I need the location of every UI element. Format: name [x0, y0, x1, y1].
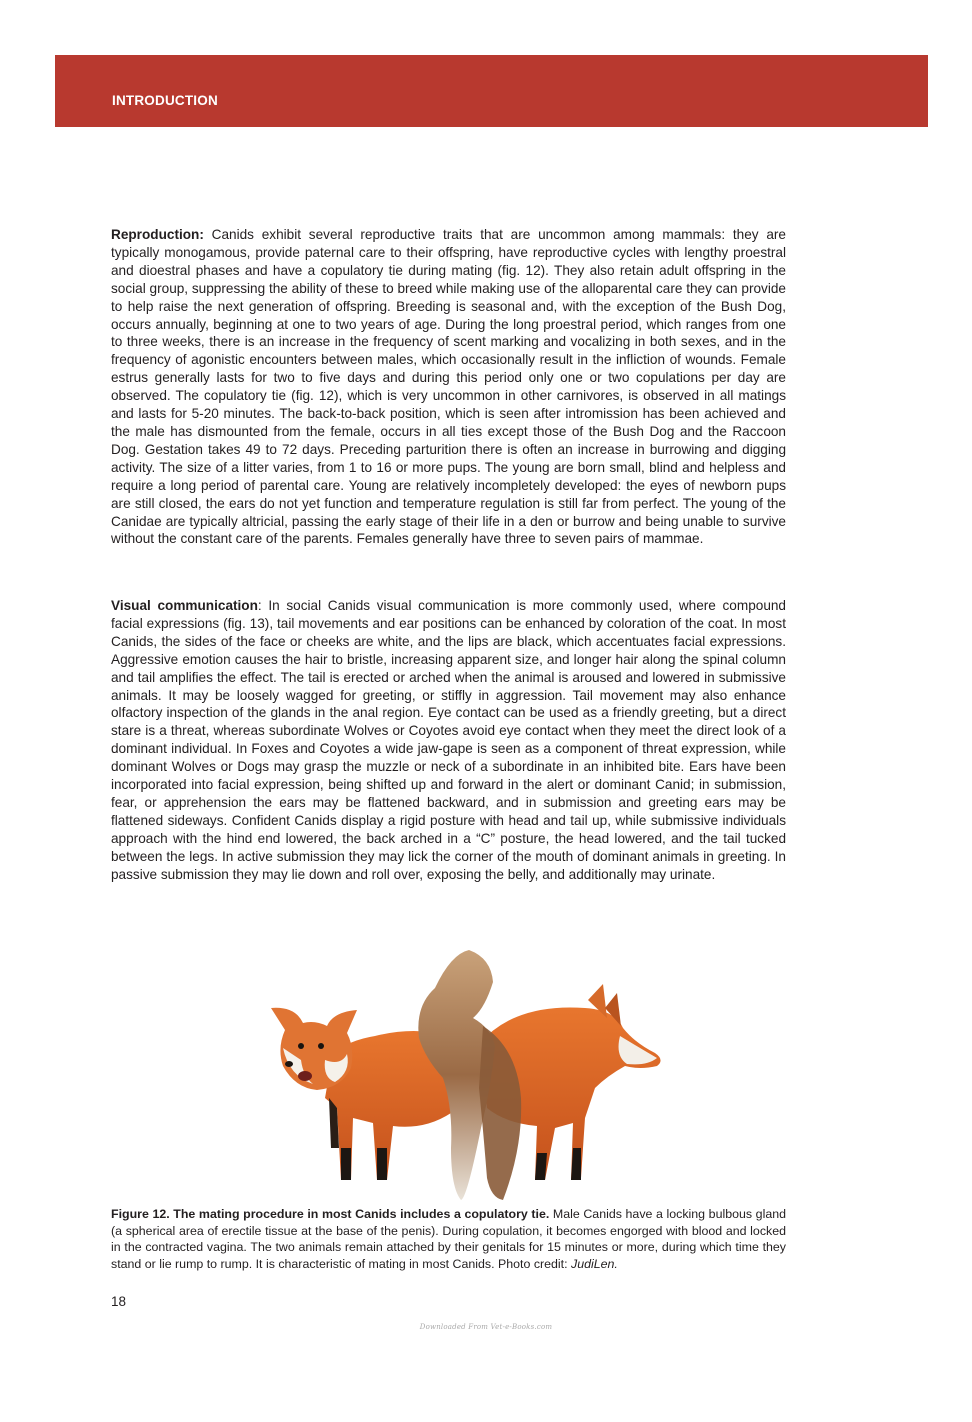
download-watermark: Downloaded From Vet-e-Books.com [419, 1323, 553, 1331]
reproduction-text: Canids exhibit several reproductive traits that are uncommon among mammals: they are typically monogamous, provide paternal care to their offspring, have reproductive cycles with lengthy proestral and dioestral phases and have a copulatory tie during mating (fig. 12). They also retain adult offspring in the social group, suppressing the ability of these to breed while making use of the alloparental care they can provide to help raise the next generation of offspring. Breeding is seasonal and, with the exception of the Bush Dog, occurs annually, beginning at one to two years of age. During the long proestral period, which ranges from one to three weeks, there is an increase in the frequency of scent marking and vocalizing in both sexes, and in the frequency of agonistic encounters between males, which occasionally result in the infliction of wounds. Female estrus generally lasts for two to five days and during this period only one or two copulations per day are observed. The copulatory tie (fig. 12), which is very uncommon in other carnivores, is observed in all matings and lasts for 5-20 minutes. The back-to-back position, which is seen after intromission has been achieved and the male has dismounted from the female, occurs in all ties except those of the Bush Dog and the Raccoon Dog. Gestation takes 49 to 72 days. Preceding parturition there is often an increase in burrowing and digging activity. The size of a litter varies, from 1 to 16 or more pups. The young are born small, blind and helpless and require a long period of parental care. Young are relatively incompletely developed: the eyes of newborn pups are still closed, the ears do not yet function and temperature regulation is still far from perfect. The young of the Canidae are typically altricial, passing the early stage of their life in a den or burrow and being unable to survive without the constant care of the parents. Females generally have three to seven pairs of mammae. [111, 227, 786, 547]
visual-communication-text: : In social Canids visual communication is more commonly used, where compound facial expressions (fig. 13), tail movements and ear positions can be enhanced by coloration of the coat. In most Canids, the sides of the face or cheeks are white, and the lips are black, which accentuates facial expressions. Aggressive emotion causes the hair to bristle, increasing apparent size, and longer hair along the spinal column and tail amplifies the effect. The tail is erected or arched when the animal is aroused and lowered in submissive animals. It may be loosely wagged for greeting, or stiffly in aggression. Tail movement may also enhance olfactory inspection of the glands in the anal region. Eye contact can be used as a friendly greeting, but a direct stare is a threat, whereas subordinate Wolves or Coyotes avoid eye contact when they meet the direct look of a dominant individual. In Foxes and Coyotes a wide jaw-gape is seen as a component of threat expression, while dominant Wolves or Dogs may grasp the muzzle or neck of a subordinate in an inhibited bite. Ears have been incorporated into facial expression, being shifted up and forward in the alert or dominant Canid; in submission, fear, or apprehension the ears may be flattened backward, and in submission and greeting ears may be flattened sideways. Confident Canids display a rigid posture with head and tail up, while submissive individuals approach with the hind end lowered, the back arched in a “C” posture, the head lowered, and the tail tucked between the legs. In active submission they may lick the corner of the mouth of dominant animals in greeting. In passive submission they may lie down and roll over, exposing the belly, and additionally may urinate. [111, 598, 786, 882]
reproduction-paragraph [111, 226, 786, 548]
figure-caption [111, 1206, 786, 1272]
visual-communication-heading: Visual communication [111, 598, 258, 613]
figure-caption-title: Figure 12. The mating procedure in most Canids includes a copulatory tie. [111, 1207, 550, 1221]
section-title: INTRODUCTION [112, 93, 218, 108]
photo-credit: JudiLen. [571, 1256, 618, 1271]
figure-caption-text: Male Canids have a locking bulbous gland (a spherical area of erectile tissue at the base of the penis). During copulation, it becomes engorged with blood and locked in the contracted vagina. The two animals remain attached by their genitals for 15 minutes or more, during which time they stand or lie rump to rump. It is characteristic of mating in most Canids. Photo credit: [111, 1207, 787, 1271]
header-bar [55, 55, 928, 127]
fox-figure-photo [255, 948, 675, 1204]
two-foxes-illustration [255, 948, 675, 1204]
page-number: 18 [111, 1294, 127, 1309]
reproduction-heading: Reproduction: [111, 227, 204, 242]
visual-communication-paragraph [111, 597, 786, 884]
